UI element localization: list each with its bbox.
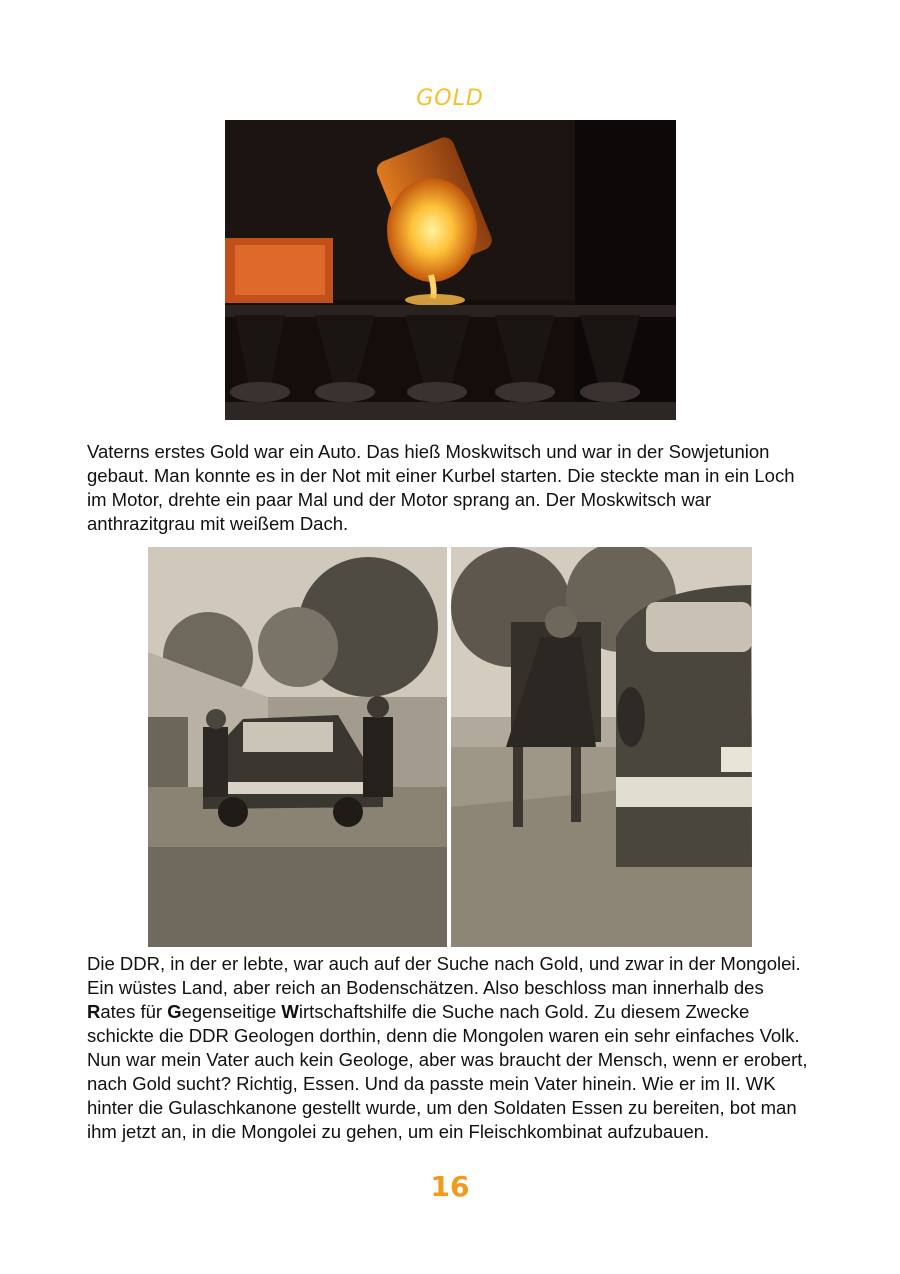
paragraph-2-text-4: irtschaftshilfe die Suche nach Gold. Zu diesem Zwecke schickte die DDR Geologen dorthin, denn die Mongolen waren ein sehr einfaches Volk. Nun war mein Vater auch kein Geologe, aber was braucht der Mensch, wenn er erobert, nach Gold sucht? Richtig, Essen. Und da passte mein Vater hinein. Wie er im II. WK hinter die Gulaschkanone gestellt wurde, um den Soldaten Essen zu bereiten, bot man ihm jetzt an, in die Mongolei zu gehen, um ein Fleischkombinat aufzubauen.: [87, 1001, 808, 1142]
molten-gold-photo: [225, 120, 676, 420]
car-photo-right: [451, 547, 752, 947]
bold-initial-r: R: [87, 1001, 101, 1022]
page-number: 16: [430, 1170, 470, 1203]
bold-initial-g: G: [167, 1001, 182, 1022]
paragraph-2: [87, 952, 817, 1144]
car-photo-left: [148, 547, 447, 947]
paragraph-1: Vaterns erstes Gold war ein Auto. Das hieß Moskwitsch und war in der Sowjetunion gebaut. Man konnte es in der Not mit einer Kurbel starten. Die steckte man in ein Loch im Motor, drehte ein paar Mal und der Motor sprang an. Der Moskwitsch war anthrazitgrau mit weißem Dach.: [87, 441, 795, 534]
bold-initial-w: W: [281, 1001, 299, 1022]
paragraph-2-text-2: ates für: [100, 1001, 168, 1022]
paragraph-2-text-1: Die DDR, in der er lebte, war auch auf der Suche nach Gold, und zwar in der Mongolei. Ein wüstes Land, aber reich an Bodenschätzen. Also beschloss man innerhalb des: [87, 953, 801, 998]
page-title: GOLD: [416, 86, 484, 111]
paragraph-2-text-3: egenseitige: [181, 1001, 282, 1022]
